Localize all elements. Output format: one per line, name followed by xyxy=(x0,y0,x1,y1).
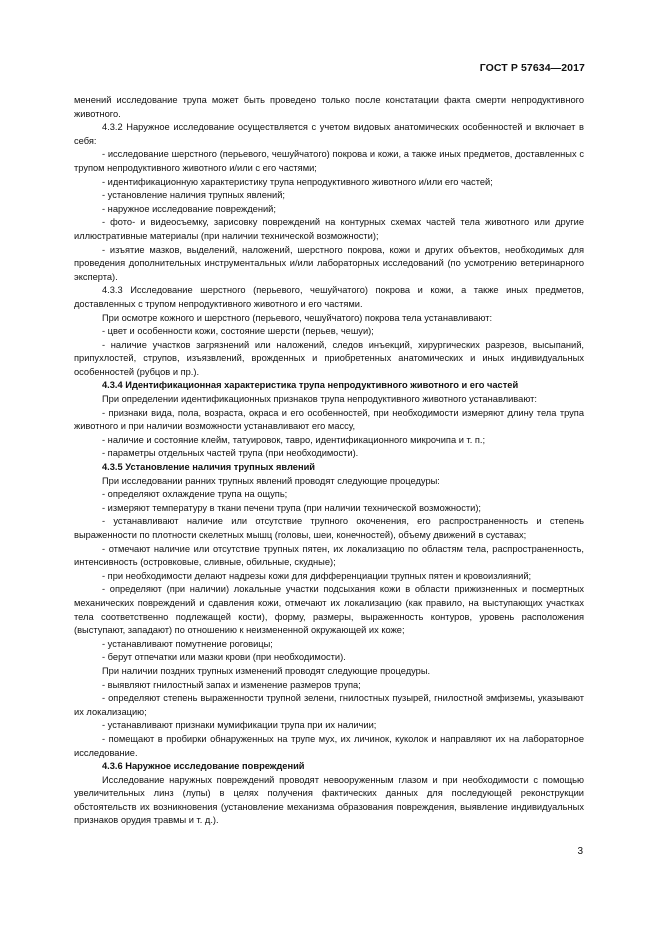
paragraph: - цвет и особенности кожи, состояние шерсти (перьев, чешуи); xyxy=(102,326,374,337)
paragraph: 4.3.3 Исследование шерстного (перьевого, чешуйчатого) покрова и кожи, а также иных предметов, доставленных с трупом непродуктивного животного и его частями. xyxy=(74,285,584,309)
paragraph: При осмотре кожного и шерстного (перьевого, чешуйчатого) покрова тела устанавливают: xyxy=(102,312,493,323)
paragraph: - изъятие мазков, выделений, наложений, шерстного покрова, кожи и других объектов, необходимых для проведения дополнительных инструментальных и/или лабораторных исследований (по усмотрению ветеринарного эксперта). xyxy=(74,244,584,282)
paragraph: - отмечают наличие или отсутствие трупных пятен, их локализацию по областям тела, распространенность, интенсивность (островковые, сливные, обильные, скудные); xyxy=(74,543,584,568)
paragraph: - фото- и видеосъемку, зарисовку повреждений на контурных схемах частей тела животного или другие иллюстративные материалы (при наличии технической возможности); xyxy=(74,217,584,241)
paragraph: - устанавливают помутнение роговицы; xyxy=(102,638,273,649)
section-heading: 4.3.5 Установление наличия трупных явлений xyxy=(102,462,316,473)
paragraph: - устанавливают признаки мумификации трупа при их наличии; xyxy=(102,720,377,731)
paragraph: - устанавливают наличие или отсутствие трупного окоченения, его распространенность и степень выраженности по плотности скелетных мышц (головы, шеи, конечностей), объему движений в суставах; xyxy=(74,516,584,540)
section-heading: 4.3.6 Наружное исследование повреждений xyxy=(102,761,305,772)
paragraph: - измеряют температуру в ткани печени трупа (при наличии технической возможности); xyxy=(102,502,481,513)
section-heading: 4.3.4 Идентификационная характеристика трупа непродуктивного животного и его частей xyxy=(102,380,519,391)
paragraph: - помещают в пробирки обнаруженных на трупе мух, их личинок, куколок и направляют их на лабораторное исследование. xyxy=(74,733,584,758)
paragraph: - установление наличия трупных явлений; xyxy=(102,190,285,201)
paragraph: - выявляют гнилостный запах и изменение размеров трупа; xyxy=(102,679,361,690)
paragraph: - определяют степень выраженности трупной зелени, гнилостных пузырей, гнилостной эмфиземы, указывают их локализацию; xyxy=(74,693,584,717)
document-body xyxy=(74,94,584,828)
page-number: 3 xyxy=(577,846,583,857)
paragraph: - идентификационную характеристику трупа непродуктивного животного и/или его частей; xyxy=(102,176,493,187)
paragraph: При наличии поздних трупных изменений проводят следующие процедуры. xyxy=(102,665,431,676)
paragraph: - наличие участков загрязнений или наложений, следов инъекций, хирургических разрезов, высыпаний, припухлостей, струпов, изъязвлений, врожденных и приобретенных анатомических и иных индивидуальных особенностей (рубцов и пр.). xyxy=(74,339,584,377)
paragraph: - исследование шерстного (перьевого, чешуйчатого) покрова и кожи, а также иных предметов, доставленных с трупом непродуктивного животного и/или с его частями; xyxy=(74,149,584,173)
paragraph: 4.3.2 Наружное исследование осуществляется с учетом видовых анатомических особенностей и включает в себя: xyxy=(74,122,584,146)
standard-number: ГОСТ Р 57634—2017 xyxy=(479,62,585,74)
paragraph: - при необходимости делают надрезы кожи для дифференциации трупных пятен и кровоизлияний; xyxy=(102,570,532,581)
paragraph: - берут отпечатки или мазки крови (при необходимости). xyxy=(102,652,346,663)
paragraph: - определяют охлаждение трупа на ощупь; xyxy=(102,489,288,500)
paragraph: - признаки вида, пола, возраста, окраса и его особенностей, при необходимости измеряют длину тела трупа животного и при наличии возможности устанавливают его массу, xyxy=(74,407,584,432)
paragraph: При исследовании ранних трупных явлений проводят следующие процедуры: xyxy=(102,475,440,486)
paragraph: - параметры отдельных частей трупа (при необходимости). xyxy=(102,448,359,459)
paragraph: При определении идентификационных признаков трупа непродуктивного животного устанавливают: xyxy=(102,394,537,405)
paragraph: Исследование наружных повреждений проводят невооруженным глазом и при необходимости с помощью увеличительных линз (лупы) в целях получения фактических данных для последующей реконструкции обстоятельств их возникновения (установление механизма образования повреждения, выявление индивидуальных признаков орудия травмы и т. д.). xyxy=(74,774,584,826)
paragraph: - определяют (при наличии) локальные участки подсыхания кожи в области прижизненных и посмертных механических повреждений и сдавления кожи, отмечают их локализацию (как правило, на выступающих участках тела соответственно подлежащей кости), форму, размеры, выраженность контуров, уровень расположения (выступают, западают) по отношению к неизмененной окружающей их коже; xyxy=(74,584,584,636)
paragraph: - наружное исследование повреждений; xyxy=(102,203,276,214)
paragraph: менений исследование трупа может быть проведено только после констатации факта смерти непродуктивного животного. xyxy=(74,95,584,119)
paragraph: - наличие и состояние клейм, татуировок, тавро, идентификационного микрочипа и т. п.; xyxy=(102,434,486,445)
